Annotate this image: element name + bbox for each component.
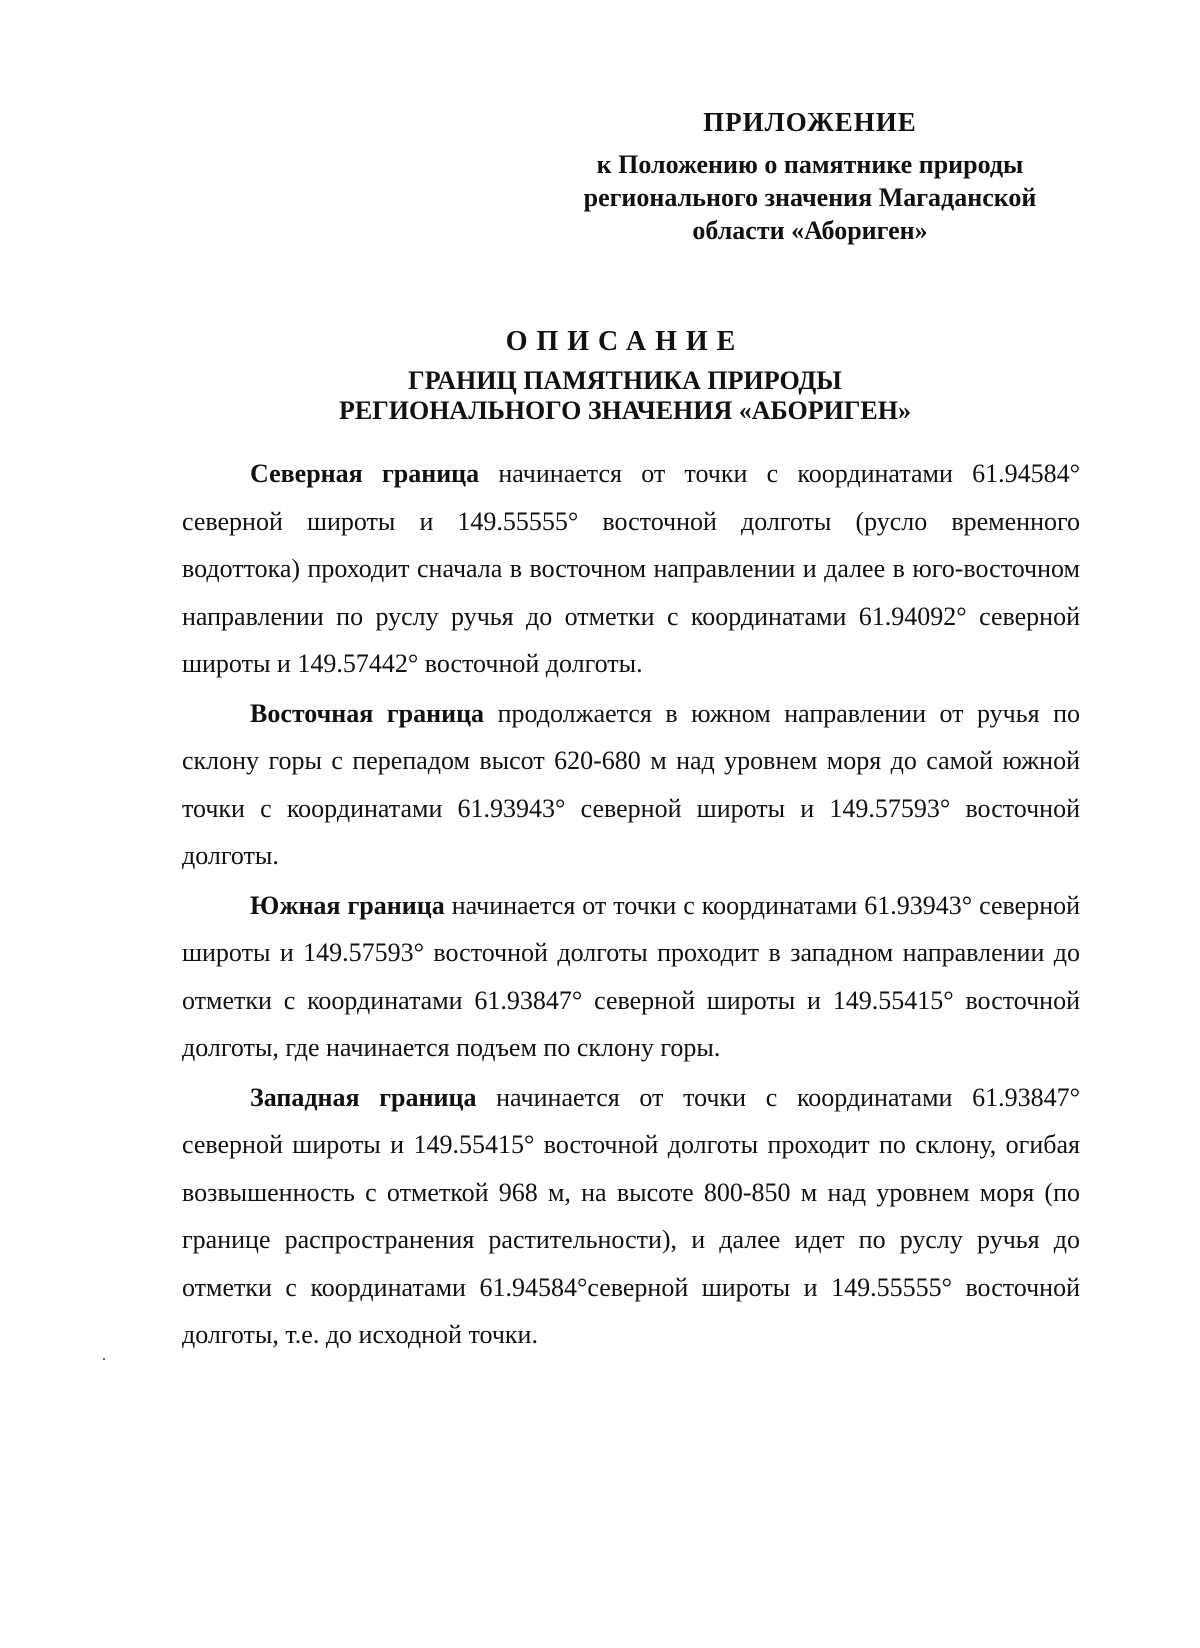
appendix-title: ПРИЛОЖЕНИЕ	[703, 107, 917, 137]
paragraph-text: начинается от точки с координатами 61.94584° северной широты и 149.55555° восточной долготы (русло временного водоттока) проходит сначала в восточном направлении и далее в юго-восточном направлении по руслу ручья до отметки с координатами 61.94092° северной широты и 149.57442° восточной долготы.	[182, 459, 1080, 678]
document-body	[182, 450, 1080, 1361]
document-title-block	[150, 322, 1100, 426]
paragraph-text: продолжается в южном направлении от ручья по склону горы с перепадом высот 620-680 м над уровнем моря до самой южной точки с координатами 61.93943° северной широты и 149.57593° восточной долготы.	[182, 698, 1080, 870]
appendix-header	[560, 104, 1060, 247]
paragraph-lead: Северная граница	[250, 459, 480, 488]
paragraph-lead: Восточная граница	[250, 698, 485, 728]
paragraph-south-boundary	[182, 882, 1080, 1072]
paragraph-text: начинается от точки с координатами 61.93943° северной широты и 149.57593° восточной долготы проходит в западном направлении до отметки с координатами 61.93847° северной широты и 149.55415° восточной долготы, где начинается подъем по склону горы.	[182, 890, 1081, 1062]
paragraph-north-boundary	[182, 450, 1080, 688]
appendix-line-1: к Положению о памятнике природы	[596, 150, 1024, 179]
paragraph-west-boundary	[182, 1074, 1080, 1359]
scan-speck	[103, 1358, 105, 1360]
document-title: ОПИСАНИЕ	[505, 326, 745, 357]
document-subtitle-line-2: РЕГИОНАЛЬНОГО ЗНАЧЕНИЯ «АБОРИГЕН»	[339, 396, 911, 425]
paragraph-lead: Южная граница	[250, 890, 445, 920]
paragraph-lead: Западная граница	[250, 1082, 477, 1112]
appendix-line-3: области «Абориген»	[692, 216, 928, 245]
document-subtitle-line-1: ГРАНИЦ ПАМЯТНИКА ПРИРОДЫ	[408, 366, 842, 395]
appendix-line-2: регионального значения Магаданской	[583, 183, 1037, 212]
paragraph-text: начинается от точки с координатами 61.93847° северной широты и 149.55415° восточной долготы проходит по склону, огибая возвышенность с отметкой 968 м, на высоте 800-850 м над уровнем моря (по границе распространения растительности), и далее идет по руслу ручья до отметки с координатами 61.94584°северной широты и 149.55555° восточной долготы, т.е. до исходной точки.	[182, 1082, 1081, 1349]
paragraph-east-boundary	[182, 690, 1080, 880]
